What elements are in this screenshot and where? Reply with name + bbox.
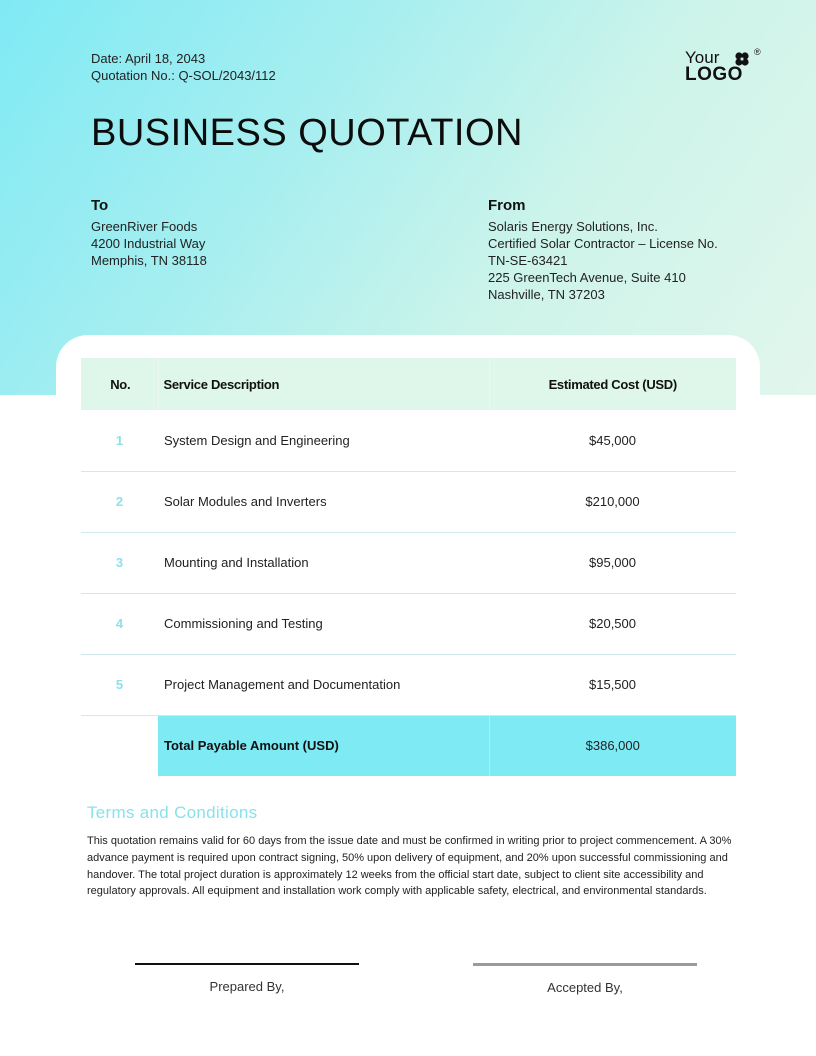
row-description: Solar Modules and Inverters: [158, 471, 489, 532]
table-row: [81, 532, 736, 593]
table-row: [81, 410, 736, 471]
logo-line-2: LOGO: [685, 64, 743, 85]
row-cost: $45,000: [489, 410, 736, 471]
sender-label: From: [488, 197, 526, 214]
services-table: [81, 358, 736, 776]
sender-street: 225 GreenTech Avenue, Suite 410: [488, 270, 686, 285]
sender-name: Solaris Energy Solutions, Inc.: [488, 219, 658, 234]
row-number: 1: [81, 410, 158, 471]
logo-line-1: Your: [685, 48, 720, 67]
sender-city: Nashville, TN 37203: [488, 287, 605, 302]
recipient-name: GreenRiver Foods: [91, 219, 198, 234]
row-cost: $15,500: [489, 654, 736, 715]
row-cost: $95,000: [489, 532, 736, 593]
table-row: [81, 654, 736, 715]
row-number: 4: [81, 593, 158, 654]
table-header-row: [81, 358, 736, 410]
total-spacer: [81, 715, 158, 776]
sender-license-label: Certified Solar Contractor – License No.: [488, 236, 718, 251]
prepared-signature: [135, 963, 359, 994]
page-title: BUSINESS QUOTATION: [91, 112, 523, 154]
prepared-signature-line: [135, 963, 359, 965]
recipient-block: [91, 197, 207, 269]
quotation-meta: [91, 50, 276, 84]
registered-mark: ®: [754, 47, 761, 57]
total-label: Total Payable Amount (USD): [158, 715, 489, 776]
row-description: Project Management and Documentation: [158, 654, 489, 715]
terms-body: This quotation remains valid for 60 days from the issue date and must be confirmed in writing prior to project commencement. A 30% advance payment is required upon contract signing, 50% upon delivery of equipment, and 20% upon successful commissioning and handover. The total project duration is approximately 12 weeks from the official start date, subject to client site accessibility and regulatory approvals. All equipment and installation work comply with applicable safety, electrical, and environmental standards.: [87, 835, 732, 898]
row-number: 5: [81, 654, 158, 715]
prepared-by-label: Prepared By,: [209, 978, 285, 994]
accepted-signature: [473, 963, 697, 995]
company-logo: [685, 48, 765, 88]
accepted-signature-line: [473, 963, 697, 966]
row-description: System Design and Engineering: [158, 410, 489, 471]
header-cost: Estimated Cost (USD): [489, 358, 736, 410]
row-number: 2: [81, 471, 158, 532]
row-description: Commissioning and Testing: [158, 593, 489, 654]
recipient-city: Memphis, TN 38118: [91, 253, 207, 268]
total-row: [81, 715, 736, 776]
terms-title: Terms and Conditions: [87, 803, 258, 822]
quotation-date: Date: April 18, 2043: [91, 51, 206, 66]
total-value: $386,000: [489, 715, 736, 776]
header-description: Service Description: [158, 358, 489, 410]
row-cost: $20,500: [489, 593, 736, 654]
quotation-number: Quotation No.: Q-SOL/2043/112: [91, 68, 276, 83]
table-row: [81, 471, 736, 532]
table-row: [81, 593, 736, 654]
recipient-street: 4200 Industrial Way: [91, 236, 206, 251]
accepted-by-label: Accepted By,: [547, 979, 623, 995]
header-no: No.: [81, 358, 158, 410]
row-description: Mounting and Installation: [158, 532, 489, 593]
row-number: 3: [81, 532, 158, 593]
recipient-label: To: [91, 197, 109, 214]
sender-block: [488, 197, 718, 303]
sender-license-number: TN-SE-63421: [488, 253, 568, 268]
row-cost: $210,000: [489, 471, 736, 532]
